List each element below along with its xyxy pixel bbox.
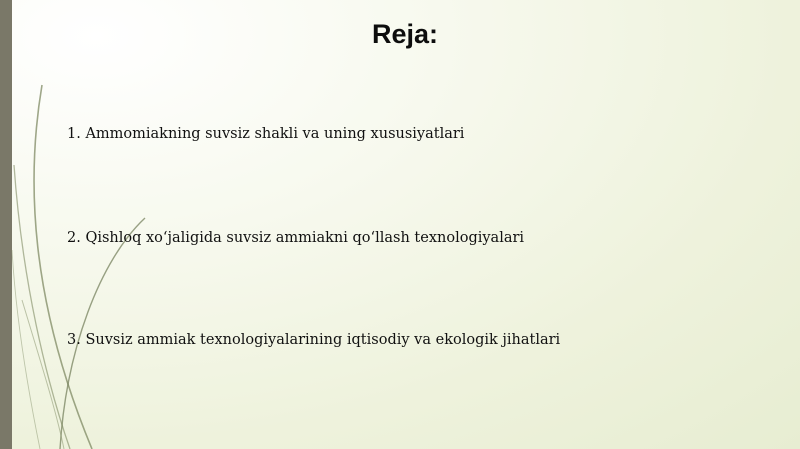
plan-item-1: 1. Ammomiakning suvsiz shakli va uning xususiyatlari (67, 126, 465, 142)
plan-item-2: 2. Qishloq xo‘jaligida suvsiz ammiakni qo‘llash texnologiyalari (67, 230, 525, 246)
slide-title: Reja: (371, 19, 439, 49)
slide-left-bar (0, 0, 12, 449)
plan-item-3: 3. Suvsiz ammiak texnologiyalarining iqtisodiy va ekologik jihatlari (67, 332, 561, 348)
